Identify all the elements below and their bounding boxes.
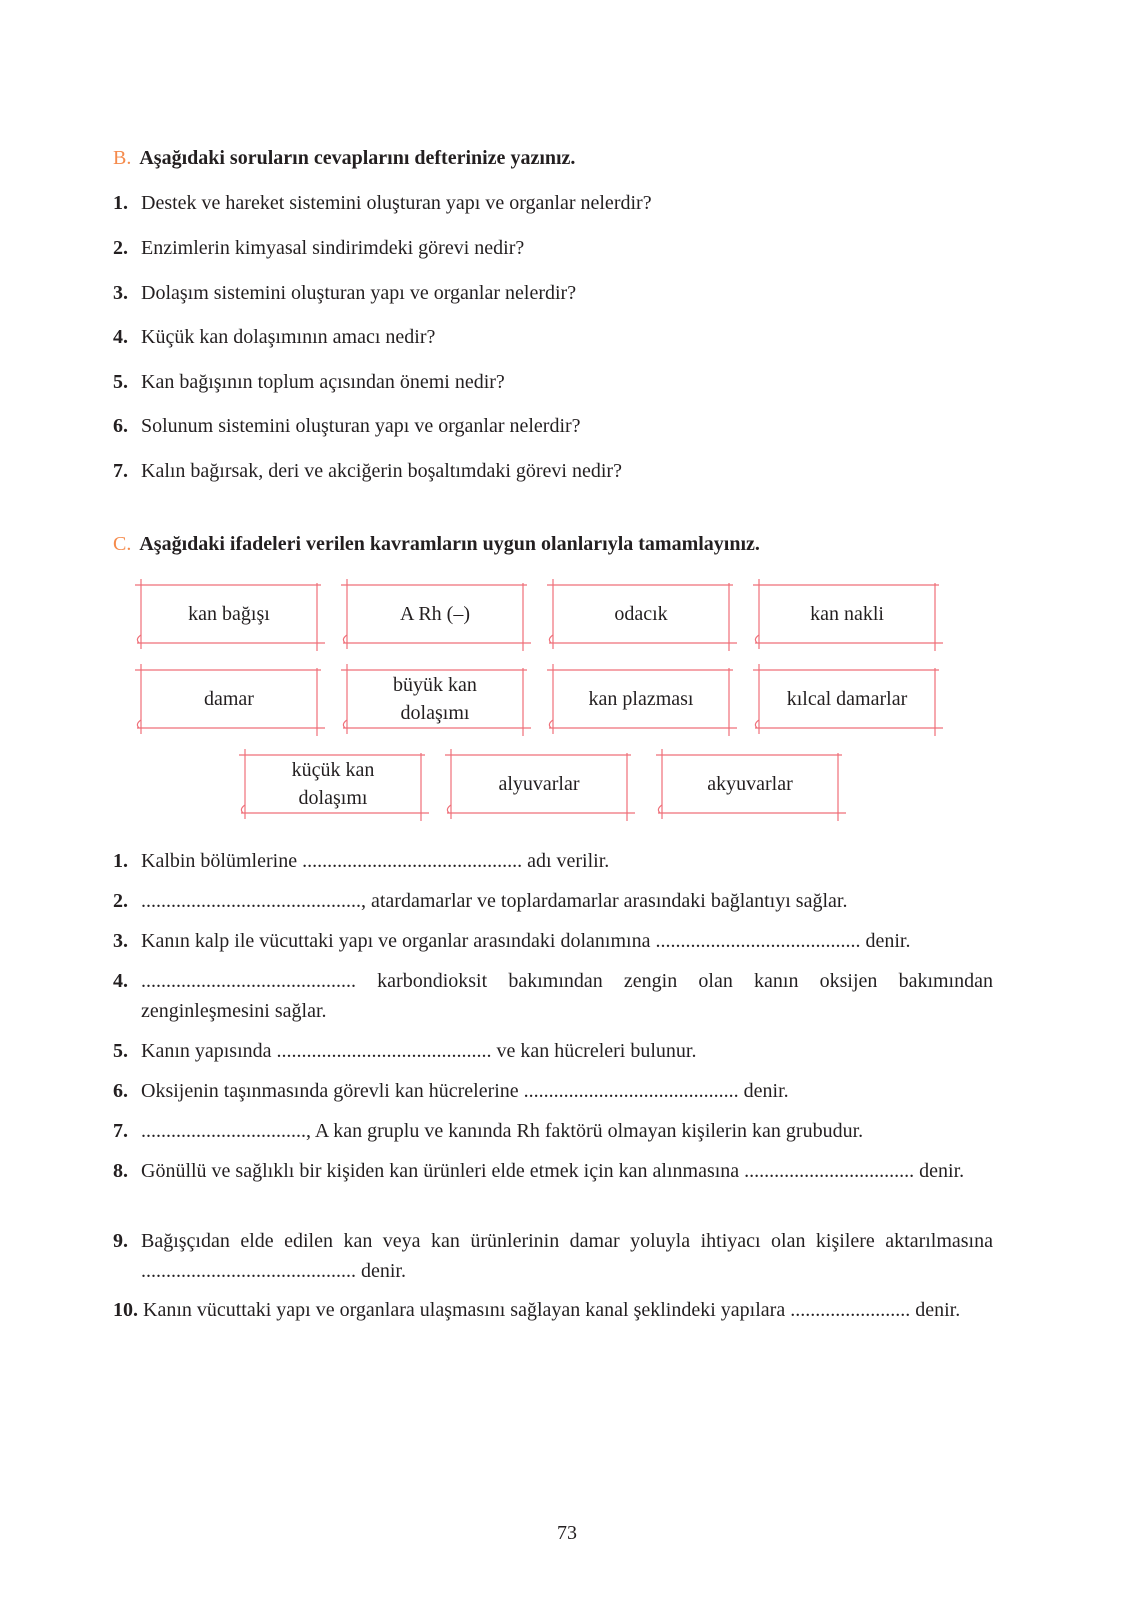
question-text: Solunum sistemini oluşturan yapı ve organlar nelerdir?: [141, 415, 581, 437]
question-text: Enzimlerin kimyasal sindirimdeki görevi nedir?: [141, 237, 525, 259]
statement-number: 4.: [113, 970, 128, 992]
question-text: Küçük kan dolaşımının amacı nedir?: [141, 326, 436, 348]
statement-number: 8.: [113, 1160, 128, 1182]
statement-number: 1.: [113, 850, 128, 872]
concept-label: damar: [204, 688, 254, 710]
fill-statement: [113, 886, 993, 916]
statement-text: Kanın vücuttaki yapı ve organlara ulaşmasını sağlayan kanal şeklindeki yapılara ........................ denir.: [143, 1299, 961, 1321]
concept-label: akyuvarlar: [707, 773, 793, 795]
statement-text: ............................................, atardamarlar ve toplardamarlar arasındaki bağlantıyı sağlar.: [141, 890, 848, 912]
statement-text: Kanın yapısında ........................................... ve kan hücreleri bulunur.: [141, 1040, 697, 1062]
fill-statement: [113, 1226, 993, 1286]
question-text: Dolaşım sistemini oluşturan yapı ve organlar nelerdir?: [141, 282, 577, 304]
statement-text: Kalbin bölümlerine ............................................ adı verilir.: [141, 850, 610, 872]
concept-box: [553, 585, 729, 643]
statement-text: ................................., A kan gruplu ve kanında Rh faktörü olmayan kişilerin kan grubudur.: [141, 1120, 864, 1142]
question-text: Destek ve hareket sistemini oluşturan yapı ve organlar nelerdir?: [141, 192, 652, 214]
concept-label: A Rh (–): [400, 603, 470, 625]
statement-text: ........................................... karbondioksit bakımından zengin olan kanın oksijen bakımından zenginleşmesini sağlar.: [141, 970, 993, 1022]
concept-box: [245, 755, 421, 813]
concept-box: [662, 755, 838, 813]
question-item: [113, 414, 581, 438]
fill-statement: [113, 1036, 993, 1066]
statement-number: 10.: [113, 1299, 138, 1321]
concept-box: [141, 585, 317, 643]
question-number: 4.: [113, 326, 128, 348]
concept-label-line1: büyük kan: [393, 674, 477, 696]
concept-label: odacık: [614, 603, 668, 625]
fill-statement: [113, 1295, 993, 1325]
question-item: [113, 370, 505, 394]
statement-text: Bağışçıdan elde edilen kan veya kan ürünlerinin damar yoluyla ihtiyacı olan kişilere aktarılmasına ........................................... denir.: [141, 1230, 993, 1282]
fill-statement: [113, 926, 993, 956]
statement-number: 3.: [113, 930, 128, 952]
question-item: [113, 325, 435, 349]
concept-box: [347, 670, 523, 728]
concept-label: alyuvarlar: [498, 773, 580, 795]
statement-text: Gönüllü ve sağlıklı bir kişiden kan ürünleri elde etmek için kan alınmasına .................................. denir.: [141, 1160, 965, 1182]
concept-label: kılcal damarlar: [786, 688, 908, 710]
concept-label: kan nakli: [810, 603, 884, 625]
statement-text: Kanın kalp ile vücuttaki yapı ve organlar arasındaki dolanımına ......................................... denir.: [141, 930, 911, 952]
question-number: 5.: [113, 371, 128, 393]
question-item: [113, 459, 622, 483]
question-item: [113, 191, 652, 215]
question-item: [113, 281, 576, 305]
concept-label: kan bağışı: [188, 603, 270, 625]
section-b-heading: [113, 147, 575, 170]
concept-box: [553, 670, 729, 728]
concept-label: [292, 756, 375, 812]
fill-statement: [113, 1076, 993, 1106]
question-number: 6.: [113, 415, 128, 437]
question-text: Kalın bağırsak, deri ve akciğerin boşaltımdaki görevi nedir?: [141, 460, 622, 482]
concept-label: kan plazması: [588, 688, 694, 710]
section-c-title: Aşağıdaki ifadeleri verilen kavramların uygun olanlarıyla tamamlayınız.: [139, 533, 760, 555]
statement-number: 9.: [113, 1230, 128, 1252]
page-number: 73: [557, 1522, 577, 1544]
concept-box: [451, 755, 627, 813]
concept-label: [393, 671, 477, 727]
concept-box: [141, 670, 317, 728]
section-b-letter: B.: [113, 147, 132, 169]
question-number: 2.: [113, 237, 128, 259]
concept-box: [759, 670, 935, 728]
fill-statement: [113, 1116, 993, 1146]
concept-label-line2: dolaşımı: [400, 702, 470, 724]
question-item: [113, 236, 524, 260]
concept-box: [347, 585, 523, 643]
question-number: 7.: [113, 460, 128, 482]
fill-statement: [113, 1156, 993, 1186]
statement-number: 7.: [113, 1120, 128, 1142]
concept-label-line1: küçük kan: [291, 759, 375, 781]
question-number: 3.: [113, 282, 128, 304]
concept-box: [759, 585, 935, 643]
section-b-title: Aşağıdaki soruların cevaplarını defterinize yazınız.: [139, 147, 576, 169]
section-c-letter: C.: [113, 533, 132, 555]
concept-label-line2: dolaşımı: [298, 787, 368, 809]
statement-number: 5.: [113, 1040, 128, 1062]
section-c-heading: [113, 533, 760, 556]
statement-number: 6.: [113, 1080, 128, 1102]
statement-text: Oksijenin taşınmasında görevli kan hücrelerine ........................................... denir.: [141, 1080, 789, 1102]
question-number: 1.: [113, 192, 128, 214]
question-text: Kan bağışının toplum açısından önemi nedir?: [141, 371, 505, 393]
fill-statement: [113, 966, 993, 1026]
statement-number: 2.: [113, 890, 128, 912]
fill-statement: [113, 846, 993, 876]
